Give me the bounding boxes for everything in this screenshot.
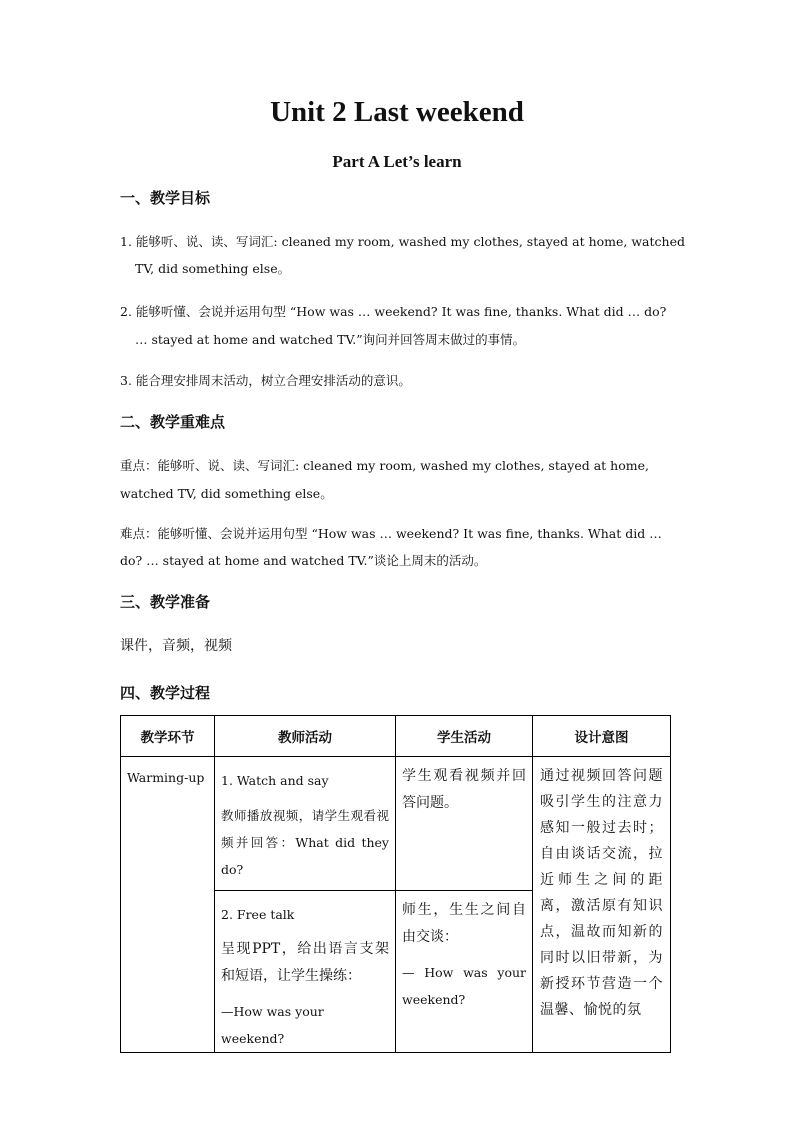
- student-cell: [396, 757, 533, 891]
- difficult-point-line-1: 难点：能够听懂、会说并运用句型 “How was … weekend? It was fine, thanks. What did …: [120, 526, 662, 541]
- page-title: Unit 2 Last weekend: [270, 96, 524, 128]
- difficult-point-line-2: do? … stayed at home and watched TV.”谈论上周末的活动。: [120, 553, 487, 568]
- teacher-dialog-line: —How was your weekend?: [221, 1004, 324, 1046]
- teacher-activity-title: 1. Watch and say: [221, 773, 329, 788]
- student-activity-text: 学生观看视频并回答问题。: [402, 768, 526, 811]
- teacher-activity-text: 教师播放视频，请学生观看视频并回答：What did they do?: [221, 808, 389, 877]
- student-cell: [396, 891, 533, 1053]
- objective-1-line-1: 1. 能够听、说、读、写词汇: cleaned my room, washed my clothes, stayed at home, watched: [120, 234, 685, 249]
- objective-1-line-2: TV, did something else。: [135, 261, 291, 276]
- stage-label: Warming-up: [127, 770, 205, 785]
- student-activity-text: 师生，生生之间自由交谈：: [402, 902, 526, 945]
- table-header-row: [121, 716, 671, 757]
- table-row: [121, 757, 671, 891]
- teacher-activity-text: 呈现PPT，给出语言支架和短语，让学生操练：: [221, 941, 389, 984]
- objective-3: 3. 能合理安排周末活动，树立合理安排活动的意识。: [120, 373, 411, 388]
- preparation-text: 课件，音频，视频: [120, 638, 232, 654]
- key-point-line-1: 重点：能够听、说、读、写词汇: cleaned my room, washed my clothes, stayed at home,: [120, 458, 649, 473]
- section-heading-preparation: 三、教学准备: [120, 593, 211, 611]
- column-header-teacher: 教师活动: [215, 716, 396, 757]
- stage-cell: [121, 757, 215, 1053]
- objective-2-line-2: … stayed at home and watched TV.”询问并回答周末做过的事情。: [135, 332, 526, 347]
- key-point-line-2: watched TV, did something else。: [120, 486, 333, 501]
- column-header-student: 学生活动: [396, 716, 533, 757]
- design-cell: [533, 757, 671, 1053]
- teacher-cell: [215, 757, 396, 891]
- design-intent-text: 通过视频回答问题吸引学生的注意力感知一般过去时；自由谈话交流，拉近师生之间的距离，激活原有知识点，温故而知新的同时以旧带新，为新授环节营造一个温馨、愉悦的氛: [540, 768, 663, 1018]
- column-header-design: 设计意图: [533, 716, 671, 757]
- teacher-cell: [215, 891, 396, 1053]
- objective-2-line-1: 2. 能够听懂、会说并运用句型 “How was … weekend? It was fine, thanks. What did … do?: [120, 304, 667, 319]
- page-subtitle: Part A Let’s learn: [332, 152, 462, 171]
- section-heading-key-points: 二、教学重难点: [120, 413, 226, 431]
- teacher-activity-title: 2. Free talk: [221, 907, 295, 922]
- section-heading-process: 四、教学过程: [120, 684, 211, 702]
- process-table: [120, 715, 671, 1053]
- column-header-stage: 教学环节: [121, 716, 215, 757]
- section-heading-objectives: 一、教学目标: [120, 189, 211, 207]
- student-dialog-line: — How was your weekend?: [402, 965, 526, 1007]
